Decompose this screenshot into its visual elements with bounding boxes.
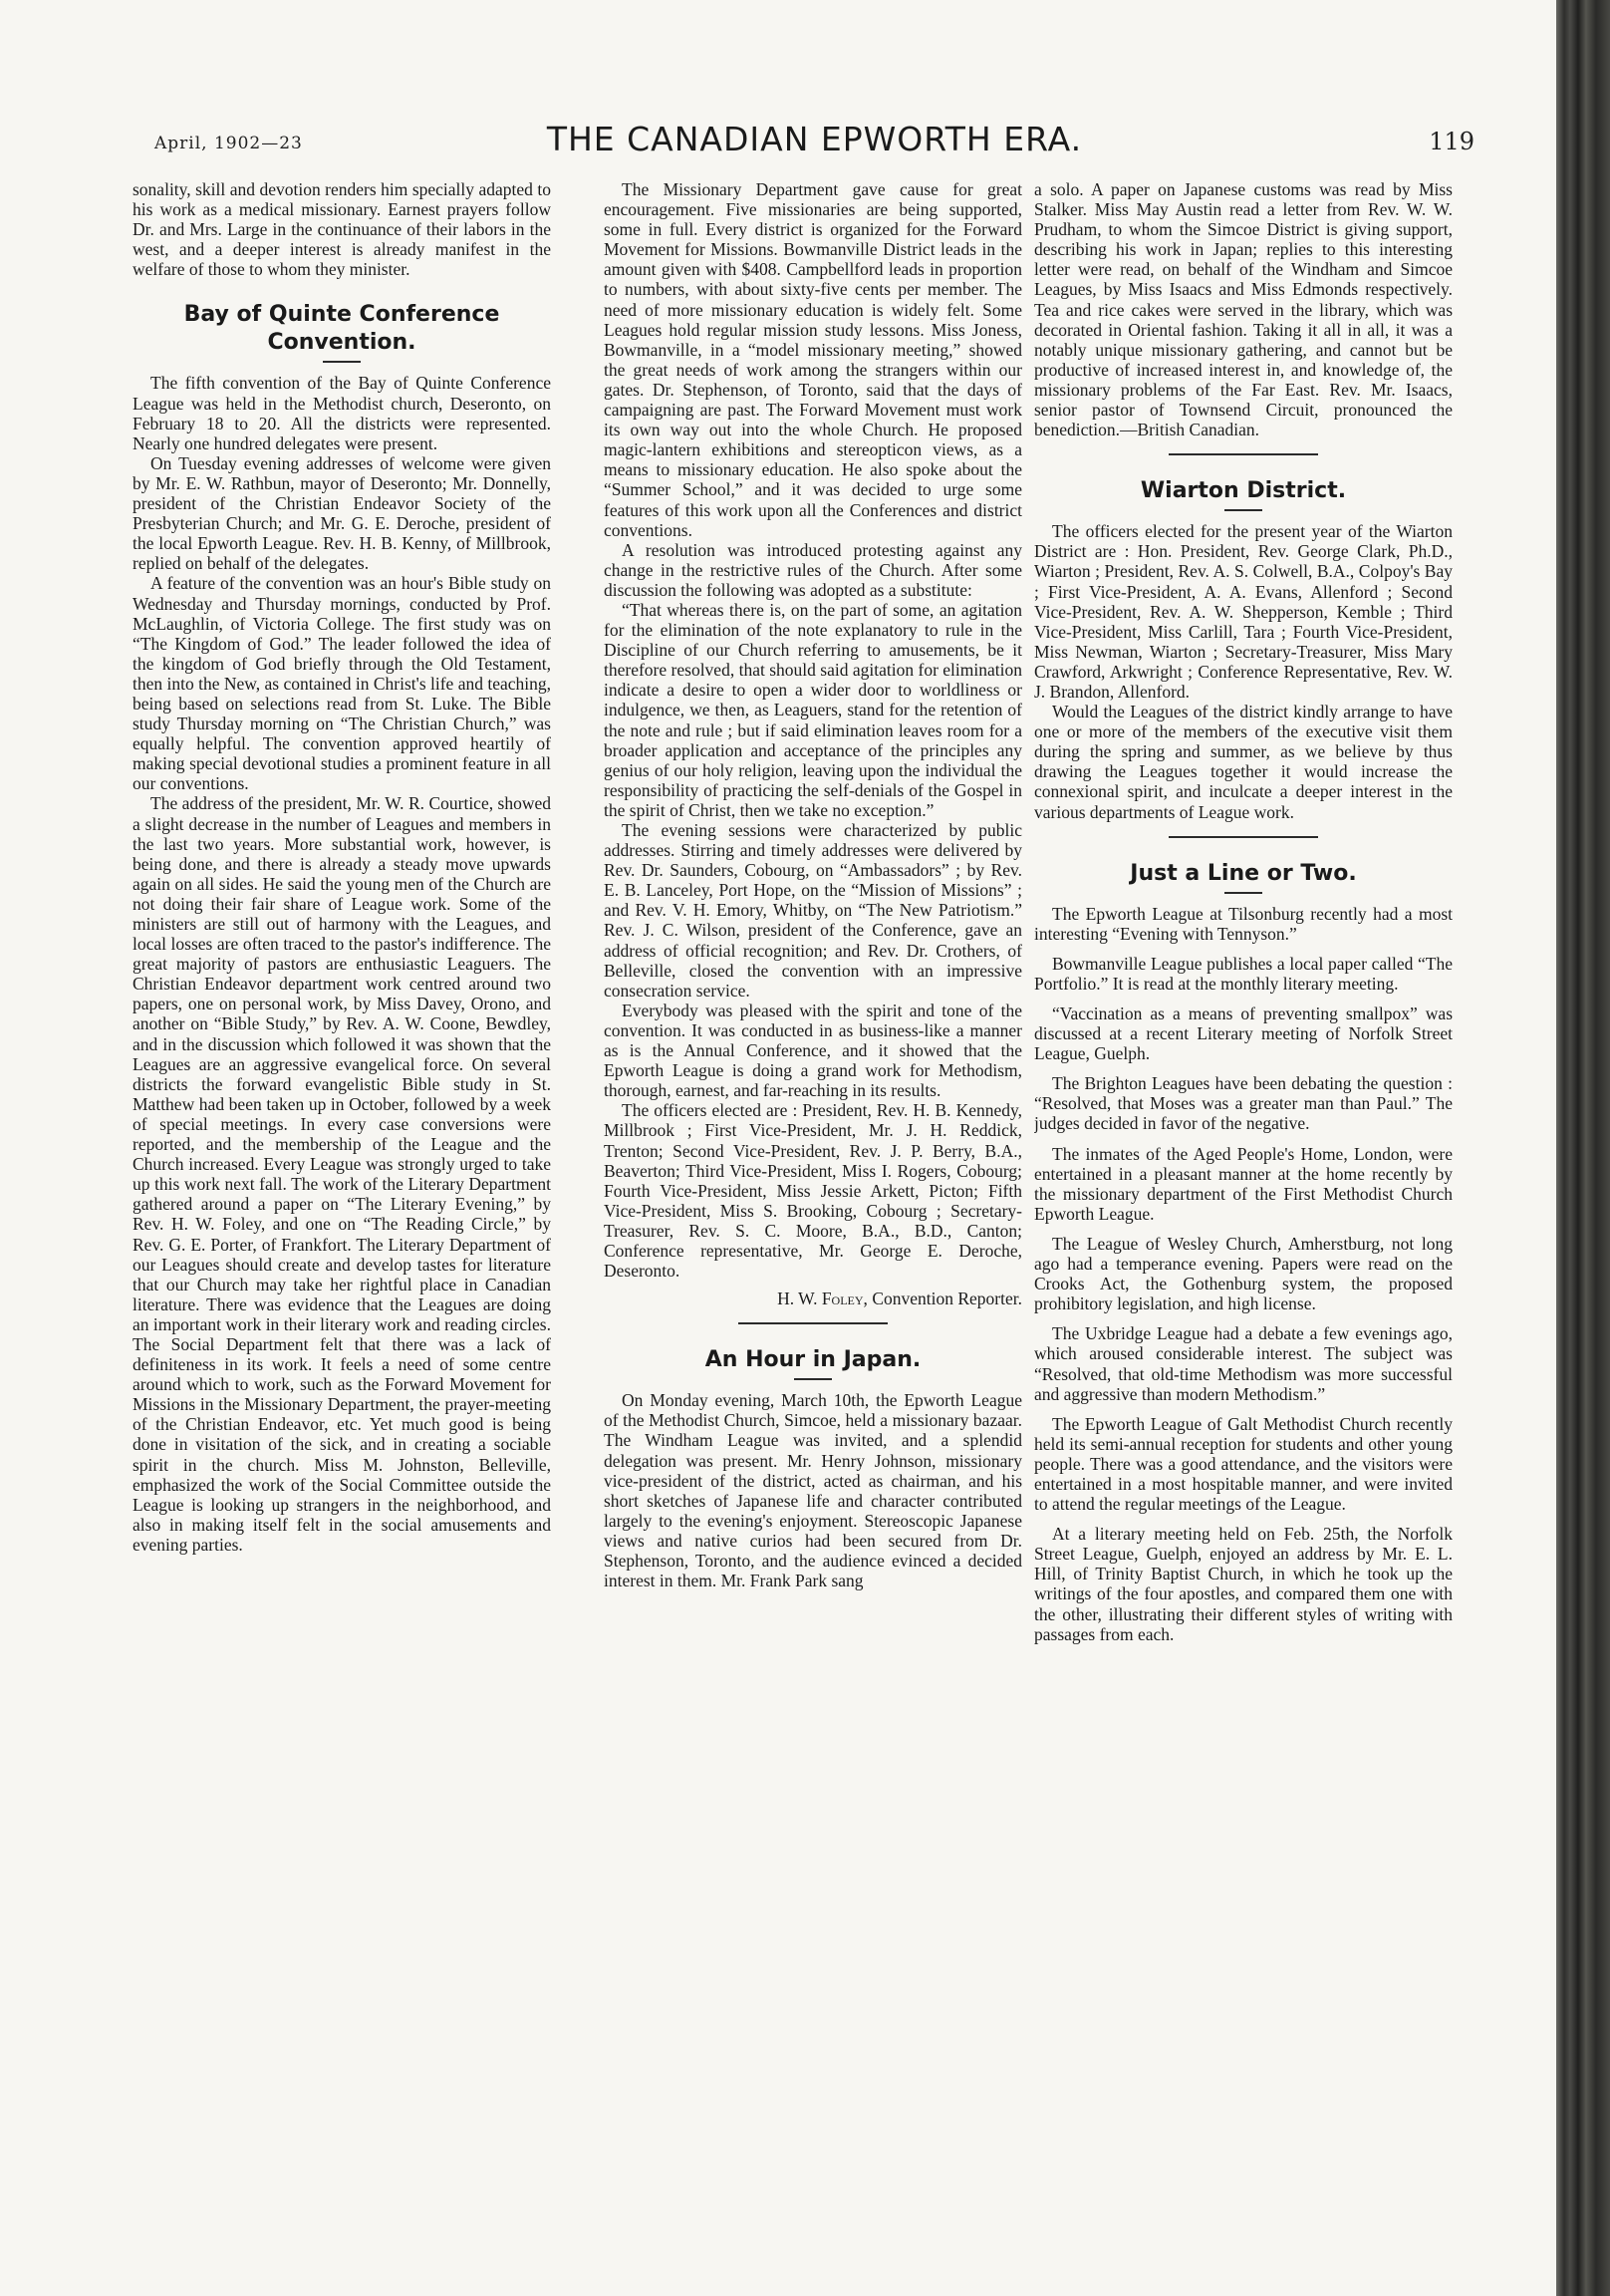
news-item: The Uxbridge League had a debate a few evenings ago, which aroused considerable interest. The subject was “Resolved, that old-time Methodism was more successful and aggressive than modern Methodism.” — [1034, 1323, 1453, 1404]
paragraph: The evening sessions were characterized by public addresses. Stirring and timely addresses were delivered by Rev. Dr. Saunders, Cobourg, on “Ambassadors” ; by Rev. E. B. Lanceley, Port Hope, on the “Mission of Missions” ; and Rev. V. H. Emory, Whitby, on “The New Patriotism.” Rev. J. C. Wilson, president of the Conference, gave an address of official recognition; and Rev. Dr. Crothers, of Belleville, closed the convention with an impressive consecration service. — [604, 820, 1022, 1001]
paragraph: The officers elected for the present year of the Wiarton District are : Hon. President, Rev. George Clark, Ph.D., Wiarton ; President, Rev. A. S. Colwell, B.A., Colpoy's Bay ; First Vice-President, A. A. Evans, Allenford ; Second Vice-President, Rev. A. W. Shepperson, Kemble ; Third Vice-President, Miss Carlill, Tara ; Fourth Vice-President, Miss Newman, Wiarton ; Secretary-Treasurer, Miss Mary Crawford, Arkwright ; Conference Representative, Rev. W. J. Brandon, Allenford. — [1034, 521, 1453, 702]
paragraph: The address of the president, Mr. W. R. Courtice, showed a slight decrease in the number of Leagues and members in the last two years. More substantial work, however, is being done, and there is already a steady move upwards again on all sides. He said the young men of the Church are not doing their fair share of League work. Some of the ministers are still out of harmony with the Leagues, and local losses are often traced to the pastor's indifference. The great majority of pastors are enthusiastic Leaguers. The Christian Endeavor department work centred around two papers, one on personal work, by Miss Davey, Orono, and another on “Bible Study,” by Rev. A. W. Coone, Bewdley, and in the discussion which followed it was shown that the Leagues are an aggressive evangelical force. On several districts the forward evangelistic Bible study in St. Matthew had been taken up in October, followed by a week of special meetings. In every case conversions were reported, and the membership of the League and the Church increased. Every League was strongly urged to take up this work next fall. The work of the Literary Department gathered around a paper on “The Literary Evening,” by Rev. H. W. Foley, and one on “The Reading Circle,” by Rev. G. E. Porter, of Frankfort. The Literary Department of our Leagues should create and develop tastes for literature that our Church may take her rightful place in Canadian literature. There was evidence that the Leagues are doing an important work in their literary work and reading circles. The Social Department felt that there was a lack of definiteness in its work. It feels a need of some centre around which to work, such as the Forward Movement for Missions in the Missionary Department, the prayer-meeting of the Christian Endeavor, etc. Yet much good is being done in visitation of the sick, and in creating a sociable spirit in the church. Miss M. Johnston, Belleville, emphasized the work of the Social Committee outside the League is looking up strangers in the neighborhood, and also in making itself felt in the social amusements and evening parties. — [133, 793, 551, 1555]
news-item: Bowmanville League publishes a local paper called “The Portfolio.” It is read at the monthly literary meeting. — [1034, 953, 1453, 994]
news-item: The inmates of the Aged People's Home, London, were entertained in a pleasant manner at the home recently by the missionary department of the First Methodist Church Epworth League. — [1034, 1143, 1453, 1224]
section-separator — [738, 1322, 888, 1324]
paragraph: sonality, skill and devotion renders him specially adapted to his work as a medical missionary. Earnest prayers follow Dr. and Mrs. Large in the continuance of their labors in the west, and a deeper interest is already manifest in the welfare of those to whom they minister. — [133, 179, 551, 280]
news-item: The Epworth League of Galt Methodist Church recently held its semi-annual reception for students and other young people. There was a good attendance, and the visitors were entertained in a most hospitable manner, and were invited to attend the regular meetings of the League. — [1034, 1413, 1453, 1515]
reporter-signature — [604, 1289, 1022, 1308]
news-item: The Epworth League at Tilsonburg recently had a most interesting “Evening with Tennyson.” — [1034, 903, 1453, 944]
book-binding-edge — [1556, 0, 1610, 2296]
section-separator — [1169, 836, 1318, 838]
signature-role: Convention Reporter. — [872, 1289, 1022, 1309]
article-heading-wiarton: Wiarton District. — [1140, 478, 1347, 504]
heading-rule — [794, 1378, 832, 1380]
news-item: At a literary meeting held on Feb. 25th, the Norfolk Street League, Guelph, enjoyed an address by Mr. E. L. Hill, of Trinity Baptist Church, in which he took up the writings of the four apostles, and compared them one with the other, illustrating their different styles of writing with passages from each. — [1034, 1524, 1453, 1644]
column-2 — [604, 179, 1022, 2282]
news-item: The League of Wesley Church, Amherstburg, not long ago had a temperance evening. Papers were read on the Crooks Act, the Gothenburg system, the proposed prohibitory legislation, and high license. — [1034, 1233, 1453, 1314]
paragraph: “That whereas there is, on the part of some, an agitation for the elimination of the note explanatory to rule in the Discipline of our Church referring to amusements, be it therefore resolved, that should said agitation for elimination indicate a desire to open a wider door to worldliness or indulgence, we then, as Leaguers, stand for the retention of the note and rule ; but if said elimination leaves room for a broader application and acceptance of the principles any genius of our holy religion, leaving upon the individual the responsibility of practicing the self-denials of the Gospel in the spirit of Christ, then we take no exception.” — [604, 599, 1022, 820]
paragraph: Everybody was pleased with the spirit and tone of the convention. It was conducted in as business-like a manner as is the Annual Conference, and it showed that the Epworth League is doing a grand work for Methodism, thorough, earnest, and far-reaching in its results. — [604, 1000, 1022, 1101]
paragraph: A resolution was introduced protesting against any change in the restrictive rules of the Church. After some discussion the following was adopted as a substitute: — [604, 539, 1022, 600]
column-3 — [1034, 179, 1453, 2282]
paragraph: The fifth convention of the Bay of Quinte Conference League was held in the Methodist church, Deseronto, on February 18 to 20. All the districts were represented. Nearly one hundred delegates were present. — [133, 373, 551, 453]
paragraph: a solo. A paper on Japanese customs was read by Miss Stalker. Miss May Austin read a letter from Rev. W. W. Prudham, to whom the Simcoe District is giving support, describing his work in Japan; replies to this interesting letter were read, on behalf of the Windham and Simcoe Leagues, by Miss Isaacs and Miss Edmonds respectively. Tea and rice cakes were served in the library, which was decorated in Oriental fashion. Taking it all in all, it was a notably unique missionary gathering, and cannot but be productive of increased interest in, and knowledge of, the missionary problems of the Far East. Rev. Mr. Isaacs, senior pastor of Townsend Circuit, pronounced the benediction.—British Canadian. — [1034, 179, 1453, 440]
paragraph: On Tuesday evening addresses of welcome were given by Mr. E. W. Rathbun, mayor of Deseronto; Mr. Donnelly, president of the Christian Endeavor Society of the Presbyterian Church; and Mr. G. E. Deroche, president of the local Epworth League. Rev. H. B. Kenny, of Millbrook, replied on behalf of the delegates. — [133, 452, 551, 574]
news-item: The Brighton Leagues have been debating the question : “Resolved, that Moses was a greater man than Paul.” The judges decided in favor of the negative. — [1034, 1073, 1453, 1134]
issue-date: April, 1902—23 — [154, 134, 303, 153]
paragraph: The officers elected are : President, Rev. H. B. Kennedy, Millbrook ; First Vice-President, Mr. J. H. Reddick, Trenton; Second Vice-President, Rev. J. P. Berry, B.A., Beaverton; Third Vice-President, Miss I. Rogers, Cobourg; Fourth Vice-President, Miss Jessie Arkett, Picton; Fifth Vice-President, Miss S. Brooking, Cobourg ; Secretary-Treasurer, Rev. S. C. Moore, B.A., B.D., Canton; Conference representative, Mr. George E. Deroche, Deseronto. — [604, 1100, 1022, 1282]
column-1 — [133, 179, 551, 2282]
paragraph: A feature of the convention was an hour's Bible study on Wednesday and Thursday mornings, conducted by Prof. McLaughlin, of Victoria College. The first study was on “The Kingdom of God.” The leader followed the idea of the kingdom of God briefly through the Old Testament, then into the New, as contained in Christ's life and teaching, being based on selections read from St. Luke. The Bible study Thursday morning on “The Christian Church,” was equally helpful. The convention approved heartily of making special devotional studies a prominent feature in all our conventions. — [133, 573, 551, 794]
heading-rule — [323, 361, 361, 363]
article-heading-bay-of-quinte: Bay of Quinte Conference Convention. — [183, 302, 500, 356]
article-heading-just-a-line: Just a Line or Two. — [1130, 860, 1357, 886]
heading-rule — [1224, 892, 1262, 894]
paragraph: On Monday evening, March 10th, the Epworth League of the Methodist Church, Simcoe, held a missionary bazaar. The Windham League was invited, and a splendid delegation was present. Mr. Henry Johnson, missionary vice-president of the district, acted as chairman, and his short sketches of Japanese life and character contributed largely to the evening's enjoyment. Stereoscopic Japanese views and native curios had been secured from Dr. Stephenson, Toronto, and the audience evinced a decided interest in them. Mr. Frank Park sang — [604, 1390, 1022, 1591]
page-number: 119 — [1429, 128, 1475, 155]
paragraph: Would the Leagues of the district kindly arrange to have one or more of the members of the executive visit them during the spring and summer, as we believe by thus drawing the Leagues together it would increase the connexional spirit, and inculcate a deeper interest in the various departments of League work. — [1034, 702, 1453, 822]
news-item: “Vaccination as a means of preventing smallpox” was discussed at a recent Literary meeting of Norfolk Street League, Guelph. — [1034, 1004, 1453, 1064]
magazine-title: THE CANADIAN EPWORTH ERA. — [546, 120, 1083, 158]
page-header — [154, 120, 1475, 169]
heading-rule — [1224, 509, 1262, 511]
paragraph: The Missionary Department gave cause for great encouragement. Five missionaries are being supported, some in full. Every district is organized for the Forward Movement for Missions. Bowmanville District leads in the amount given with $408. Campbellford leads in proportion to numbers, with about sixty-five cents per member. The need of more missionary education is widely felt. Some Leagues hold regular mission study lessons. Miss Joness, Bowmanville, in a “model missionary meeting,” showed the great needs of work among the strangers within our gates. Dr. Stephenson, of Toronto, said that the days of campaigning are past. The Forward Movement must work its own way out into the whole Church. He proposed magic-lantern exhibitions and stereopticon views, as a means to missionary education. He also spoke about the “Summer School,” and it was decided to urge some features of this work upon all the Conferences and district conventions. — [604, 179, 1022, 540]
section-separator — [1169, 453, 1318, 455]
article-heading-hour-in-japan: An Hour in Japan. — [704, 1347, 922, 1373]
signature-name: H. W. Foley, — [777, 1289, 868, 1309]
